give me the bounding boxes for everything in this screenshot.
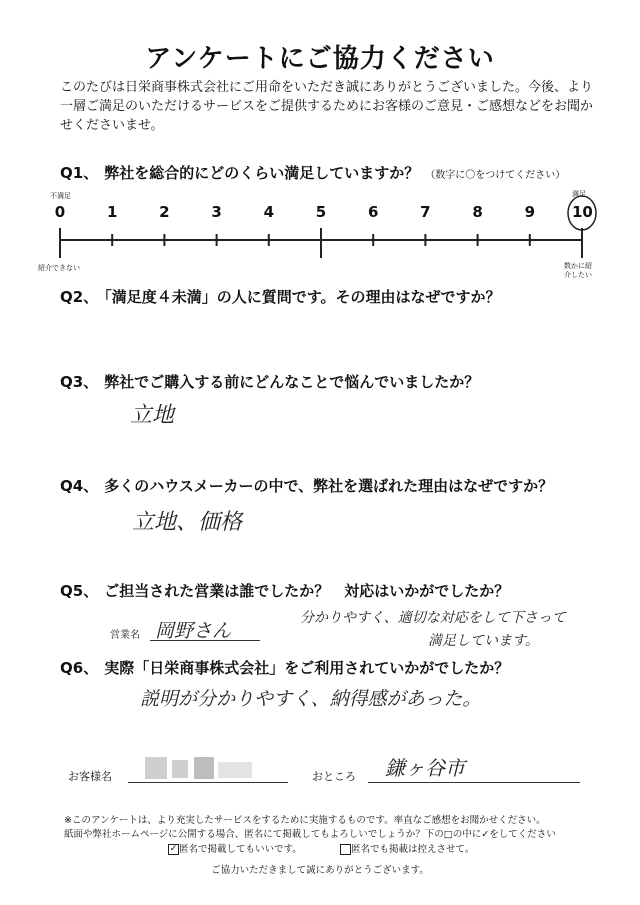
page-title: アンケートにご協力ください [145,44,495,74]
answer-5-line-1: 分かりやすく、適切な対応をして下さって [300,610,566,626]
staff-underline [150,640,260,641]
scale-number[interactable]: 5 [315,203,327,221]
question-2 [60,286,501,307]
answer-6: 説明が分かりやすく、納得感があった。 [140,688,482,710]
scale-number[interactable]: 4 [263,203,275,221]
question-number: Q1、 [60,164,99,182]
intro-text: このたびは日栄商事株式会社にご用命をいただき誠にありがとうございました。今後、より一層ご満足のいただけるサービスをご提供するためにお客様のご意見・ご感想などをお聞かせくださいませ。 [60,80,594,133]
question-text: ご担当された営業は誰でしたか？ 対応はいかがでしたか？ [104,582,510,600]
question-text: 弊社を総合的にどのくらい満足していますか？ [104,164,420,182]
scale-number[interactable]: 6 [367,203,379,221]
option-2[interactable] [340,841,474,855]
thanks-text: ご協力いただきまして誠にありがとうございます。 [211,865,429,876]
customer-label: お客様名 [68,770,112,783]
answer-4: 立地、価格 [132,510,243,535]
question-number: Q2、 [60,288,99,306]
staff-name: 岡野さん [155,620,232,642]
address-value: 鎌ヶ谷市 [385,756,465,780]
address-label: おところ [312,770,356,783]
note-line-1: ※このアンケートは、より充実したサービスをするために実施するものです。率直なご感想をお聞かせください。 [64,815,546,826]
redacted-name-block [145,757,167,779]
scale-number[interactable]: 1 [106,203,118,221]
question-number: Q6、 [60,659,99,677]
question-4 [60,475,553,496]
question-text: 実際「日栄商事株式会社」をご利用されていかがでしたか？ [104,659,510,677]
scale-right-bottom-label: 数かに紹介したい [564,262,592,279]
scale-left-top-label: 不満足 [50,192,71,200]
answer-5-line-2: 満足しています。 [428,633,539,649]
scale-number[interactable]: 0 [54,203,66,221]
customer-underline [128,782,288,783]
note-line-2: 紙面や弊社ホームページに公開する場合、匿名にて掲載してもよろしいでしょうか？下の□の中に✓をしてください [64,829,556,840]
scale-number[interactable]: 2 [159,203,170,221]
question-text: 多くのハウスメーカーの中で、弊社を選ばれた理由はなぜですか？ [104,477,554,495]
redacted-name-block [172,760,188,778]
selected-value-circle [568,196,596,230]
question-number: Q5、 [60,582,99,600]
scale-number[interactable]: 10 [572,203,593,221]
scale-number[interactable]: 9 [524,203,536,221]
question-6 [60,657,509,678]
redacted-name-block [194,757,214,779]
scale-line [60,228,582,258]
option-1-label: 匿名で掲載してもいいです。 [179,844,302,855]
address-underline [368,782,580,783]
option-1[interactable] [168,841,302,855]
question-number: Q3、 [60,373,99,391]
checkbox-checked-icon[interactable]: ✓ [169,844,178,854]
question-text: 弊社でご購入する前にどんなことで悩んでいましたか？ [104,373,480,391]
checkbox-icon[interactable] [340,844,351,855]
question-text: 「満足度４未満」の人に質問です。その理由はなぜですか？ [104,288,501,306]
redacted-name-block [218,762,252,778]
question-5 [60,580,509,601]
scale-number[interactable]: 3 [211,203,222,221]
answer-3: 立地 [130,403,175,428]
question-3 [60,371,479,392]
scale-left-bottom-label: 紹介できない [38,264,80,272]
scale-number[interactable]: 8 [472,203,483,221]
scale-right-top-label: 満足 [572,190,586,198]
option-2-label: 匿名でも掲載は控えさせて。 [351,844,475,855]
question-number: Q4、 [60,477,99,495]
staff-label: 営業名 [110,630,140,641]
question-hint: （数字に〇をつけてください） [425,170,566,181]
scale-number[interactable]: 7 [420,203,431,221]
